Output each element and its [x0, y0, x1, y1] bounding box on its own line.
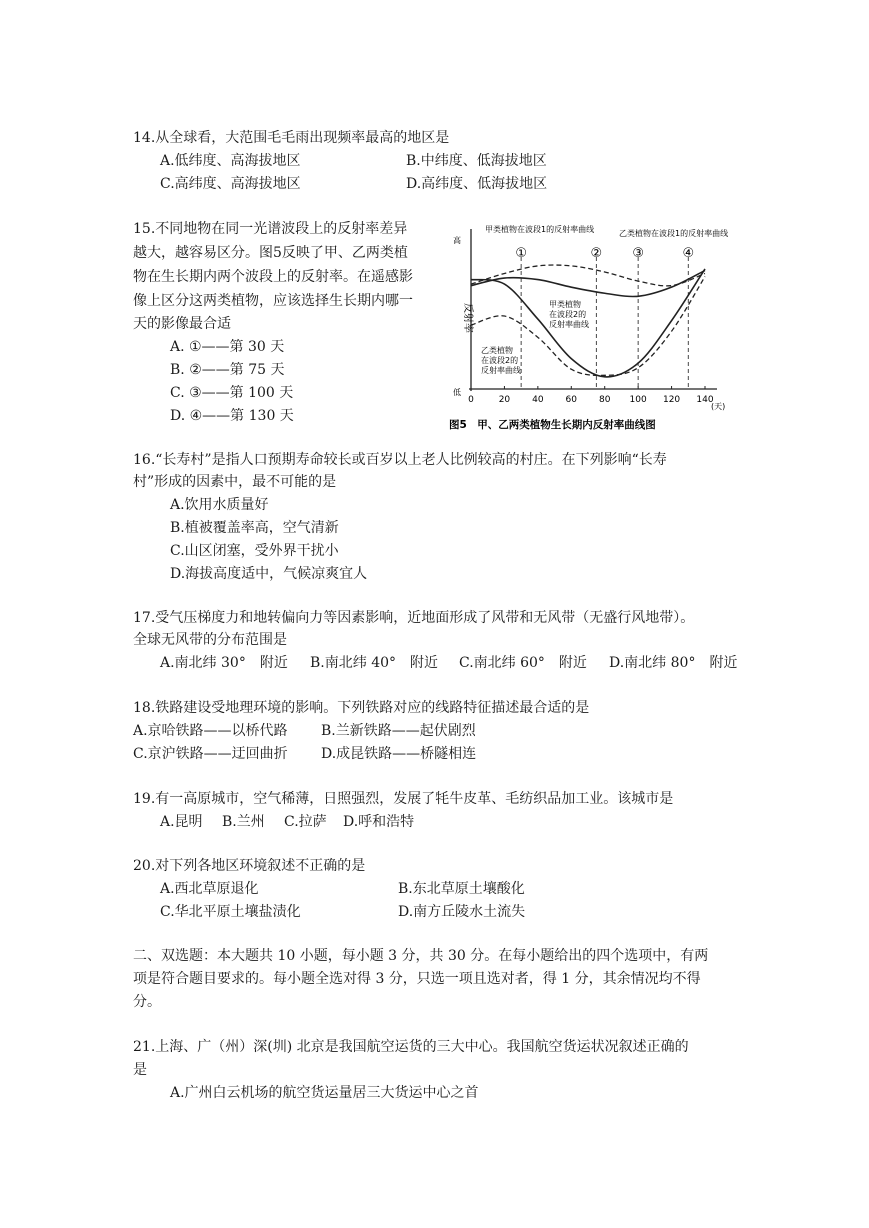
q17-option-b: B.南北纬 40° 附近	[310, 655, 439, 671]
marker-label-2: ②	[590, 246, 603, 261]
q14-option-a: A.低纬度、高海拔地区	[160, 153, 301, 169]
q14-option-b: B.中纬度、低海拔地区	[406, 153, 547, 169]
q17-option-a: A.南北纬 30° 附近	[160, 655, 288, 671]
q21-option-a: A.广州白云机场的航空货运量居三大货运中心之首	[170, 1085, 479, 1101]
x-tick-label: 100	[629, 395, 647, 405]
q14-option-d: D.高纬度、低海拔地区	[406, 176, 548, 192]
q15-option-c: C. ③——第 100 天	[170, 385, 294, 401]
q18-option-c: C.京沪铁路——迂回曲折	[133, 746, 288, 762]
q20-option-a: A.西北草原退化	[160, 881, 259, 897]
q20-option-c: C.华北平原土壤盐渍化	[160, 904, 301, 920]
q20-option-b: B.东北草原土壤酸化	[398, 881, 525, 897]
annotation-jia-band2-line-1: 甲类植物	[549, 300, 581, 309]
q17-option-c: C.南北纬 60° 附近	[459, 655, 587, 671]
figure-5-reflectance-chart	[447, 223, 737, 433]
q20-stem: 20.对下列各地区环境叙述不正确的是	[133, 858, 366, 874]
q18-option-a: A.京哈铁路——以桥代路	[133, 723, 288, 739]
q15-option-d: D. ④——第 130 天	[170, 408, 294, 424]
section2-instructions-line-1: 二、双选题：本大题共 10 小题，每小题 3 分，共 30 分。在每小题给出的四个选项中，有两	[133, 948, 709, 964]
q15-stem-line-1: 15.不同地物在同一光谱波段上的反射率差异	[133, 221, 408, 237]
q17-stem-line-1: 17.受气压梯度力和地转偏向力等因素影响，近地面形成了风带和无风带（无盛行风地带）。	[133, 610, 695, 626]
y-axis-high-label: 高	[453, 236, 461, 245]
annotation-yi-band2-line-1: 乙类植物	[481, 346, 513, 355]
annotation-jia-band2-line-2: 在波段2的	[549, 310, 587, 319]
q18-stem: 18.铁路建设受地理环境的影响。下列铁路对应的线路特征描述最合适的是	[133, 700, 590, 716]
annotation-jia-band1: 甲类植物在波段1的反射率曲线	[485, 225, 595, 234]
section2-instructions-line-3: 分。	[133, 994, 161, 1010]
figure-caption: 图5 甲、乙两类植物生长期内反射率曲线图	[449, 419, 656, 431]
q16-stem-line-2: 村”形成的因素中，最不可能的是	[133, 474, 337, 490]
q19-option-a: A.昆明	[160, 814, 203, 830]
annotation-yi-band2-line-3: 反射率曲线	[481, 366, 521, 375]
q16-option-a: A.饮用水质量好	[170, 497, 269, 513]
q14-option-c: C.高纬度、高海拔地区	[160, 176, 301, 192]
q21-stem-line-2: 是	[133, 1062, 147, 1078]
annotation-yi-band2-line-2: 在波段2的	[481, 356, 519, 365]
marker-label-4: ④	[682, 246, 695, 261]
annotation-yi-band1: 乙类植物在波段1的反射率曲线	[619, 229, 729, 238]
series-line-2	[471, 265, 705, 286]
q16-option-b: B.植被覆盖率高，空气清新	[170, 520, 339, 536]
q15-stem-line-4: 像上区分这两类植物，应该选择生长期内哪一	[133, 293, 413, 309]
x-tick-label: 120	[662, 395, 681, 405]
q16-option-d: D.海拔高度适中，气候凉爽宜人	[170, 566, 368, 582]
x-tick-label: 40	[532, 395, 544, 405]
q15-option-a: A. ①——第 30 天	[170, 339, 285, 355]
marker-label-1: ①	[515, 246, 527, 261]
q19-option-d: D.呼和浩特	[343, 814, 415, 830]
y-axis-label: 反射率	[462, 303, 473, 333]
q17-stem-line-2: 全球无风带的分布范围是	[133, 632, 287, 648]
q18-option-b: B.兰新铁路——起伏剧烈	[321, 723, 476, 739]
q19-stem: 19.有一高原城市，空气稀薄，日照强烈，发展了牦牛皮革、毛纺织品加工业。该城市是	[133, 791, 674, 807]
x-tick-label: 60	[565, 395, 578, 405]
q21-stem-line-1: 21.上海、广（州）深(圳) 北京是我国航空运货的三大中心。我国航空货运状况叙述正确的	[133, 1039, 689, 1055]
q14-stem: 14.从全球看，大范围毛毛雨出现频率最高的地区是	[133, 130, 450, 146]
x-axis-unit-label: (天)	[711, 402, 726, 411]
x-tick-label: 20	[498, 395, 511, 405]
x-tick-label: 0	[468, 395, 474, 405]
q18-option-d: D.成昆铁路——桥隧相连	[321, 746, 477, 762]
section2-instructions-line-2: 项是符合题目要求的。每小题全选对得 3 分，只选一项且选对者，得 1 分，其余情况均不得	[133, 971, 701, 987]
q17-option-d: D.南北纬 80° 附近	[609, 655, 738, 671]
q19-option-c: C.拉萨	[284, 814, 327, 830]
series-line-1	[471, 270, 705, 296]
q15-option-b: B. ②——第 75 天	[170, 362, 285, 378]
q15-stem-line-3: 物在生长期内两个波段上的反射率。在遥感影	[133, 269, 413, 285]
q16-option-c: C.山区闭塞，受外界干扰小	[170, 543, 339, 559]
q19-option-b: B.兰州	[222, 814, 265, 830]
annotation-jia-band2-line-3: 反射率曲线	[549, 320, 589, 329]
y-axis-low-label: 低	[453, 388, 461, 397]
q15-stem-line-5: 天的影像最合适	[133, 316, 231, 332]
x-tick-label: 80	[598, 395, 611, 405]
q20-option-d: D.南方丘陵水土流失	[398, 904, 526, 920]
q16-stem-line-1: 16.“长寿村”是指人口预期寿命较长或百岁以上老人比例较高的村庄。在下列影响“长寿	[133, 452, 667, 468]
x-tick-label: 140	[696, 395, 714, 405]
q15-stem-line-2: 越大，越容易区分。图5反映了甲、乙两类植	[133, 245, 408, 261]
marker-label-3: ③	[632, 246, 644, 261]
